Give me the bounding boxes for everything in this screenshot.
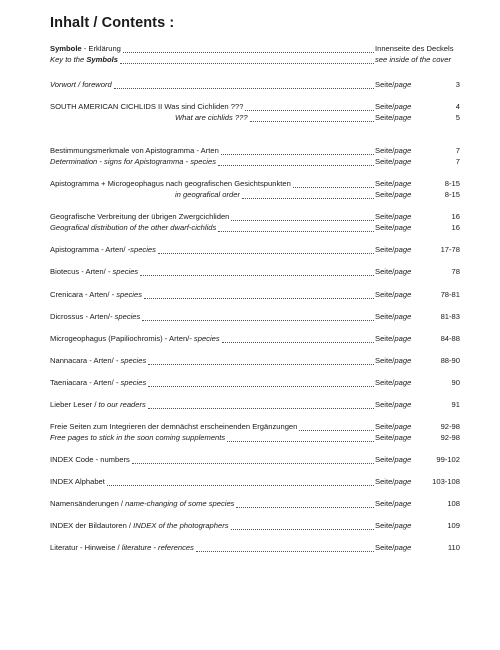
toc-entry-label: Microgeophagus (Papiliochromis) - Arten/- species: [50, 334, 220, 343]
toc-entry-label: in geografical order: [175, 190, 241, 199]
dot-leader: [227, 439, 374, 442]
toc-entry-label: Bestimmungsmerkmale von Apistogramma - Arten: [50, 146, 219, 155]
toc-entry-label: Nannacara - Arten/ - species: [50, 356, 147, 365]
dot-leader: [299, 428, 374, 431]
toc-entry-label: INDEX Alphabet: [50, 477, 105, 486]
toc-entry-page-ref: Seite/page: [375, 543, 412, 552]
toc-entry-page-ref: Seite/page: [375, 455, 412, 464]
toc-entry-page-ref: Seite/page: [375, 179, 412, 188]
toc-entry-page-numbers: 16: [451, 223, 460, 232]
toc-entry-page-numbers: 92-98: [440, 433, 460, 442]
toc-entry-page-numbers: 16: [451, 212, 460, 221]
toc-entry-label: Key to the Symbols: [50, 55, 118, 64]
toc-entry-page-ref: Seite/page: [375, 146, 412, 155]
toc-entry-page-numbers: 78: [451, 267, 460, 276]
dot-leader: [120, 61, 374, 64]
dot-leader: [196, 549, 374, 552]
dot-leader: [140, 273, 374, 276]
dot-leader: [114, 86, 374, 89]
toc-entry: [50, 289, 460, 301]
toc-entry: [50, 454, 460, 466]
dot-leader: [142, 318, 374, 321]
toc-entry: [50, 112, 460, 124]
toc-entry: [50, 189, 460, 201]
toc-entry: [50, 476, 460, 488]
dot-leader: [218, 163, 374, 166]
toc-entry-page-numbers: 108: [447, 499, 460, 508]
toc-entry-page-ref: Seite/page: [375, 312, 412, 321]
toc-entry: [50, 222, 460, 234]
toc-entry-label: INDEX Code - numbers: [50, 455, 130, 464]
dot-leader: [221, 152, 374, 155]
toc-entry-label: Determination - signs for Apistogramma - species: [50, 157, 216, 166]
toc-entry-page-numbers: 8-15: [444, 179, 460, 188]
dot-leader: [123, 50, 374, 53]
toc-entry-page-numbers: 5: [455, 113, 460, 122]
toc-entry: [50, 542, 460, 554]
dot-leader: [242, 196, 374, 199]
toc-entry-page-ref: see inside of the cover: [375, 55, 451, 64]
toc-entry-page-ref: Seite/page: [375, 212, 412, 221]
toc-entry-page-ref: Seite/page: [375, 223, 412, 232]
toc-entry: [50, 311, 460, 323]
toc-entry-label: Apistogramma - Arten/ -species: [50, 245, 156, 254]
dot-leader: [236, 505, 374, 508]
toc-entry-page-ref: Seite/page: [375, 113, 412, 122]
toc-entry: [50, 244, 460, 256]
toc-entry-label: SOUTH AMERICAN CICHLIDS II Was sind Cichliden ???: [50, 102, 244, 111]
toc-entry-page-numbers: 109: [447, 521, 460, 530]
toc-entry-page-ref: Seite/page: [375, 356, 412, 365]
toc-entry-label: Geografische Verbreitung der übrigen Zwergcichliden: [50, 212, 230, 221]
toc-entry-label: INDEX der Bildautoren / INDEX of the photographers: [50, 521, 229, 530]
toc-entry: [50, 266, 460, 278]
dot-leader: [293, 185, 374, 188]
toc-entry: [50, 333, 460, 345]
toc-entry-label: What are cichlids ???: [175, 113, 248, 122]
toc-entry-page-numbers: 103-108: [432, 477, 460, 486]
toc-entry-page-numbers: 8-15: [444, 190, 460, 199]
toc-entry-label: Symbole - Erklärung: [50, 44, 121, 53]
toc-entry-page-ref: Seite/page: [375, 521, 412, 530]
dot-leader: [250, 119, 374, 122]
toc-entry-page-numbers: 99-102: [436, 455, 460, 464]
dot-leader: [218, 229, 374, 232]
toc-entry-page-ref: Seite/page: [375, 422, 412, 431]
toc-entry: [50, 377, 460, 389]
dot-leader: [231, 218, 374, 221]
toc-entry: [50, 54, 460, 66]
toc-entry-label: Freie Seiten zum Integrieren der demnächst erscheinenden Ergänzungen: [50, 422, 298, 431]
toc-entry-page-numbers: 110: [447, 543, 460, 552]
toc-entry-label: Namensänderungen / name-changing of some species: [50, 499, 235, 508]
toc-entry-page-ref: Seite/page: [375, 334, 412, 343]
toc-entry-page-ref: Seite/page: [375, 477, 412, 486]
dot-leader: [158, 251, 374, 254]
toc-entry: [50, 520, 460, 532]
toc-entry-page-numbers: 84-88: [440, 334, 460, 343]
toc-entry-label: Dicrossus - Arten/- species: [50, 312, 141, 321]
dot-leader: [148, 362, 374, 365]
toc-entry-page-numbers: 91: [451, 400, 460, 409]
toc-entry-label: Literatur - Hinweise / literature - references: [50, 543, 194, 552]
toc-entry-page-ref: Seite/page: [375, 378, 412, 387]
toc-entry-page-ref: Seite/page: [375, 433, 412, 442]
page-title: Inhalt / Contents :: [50, 15, 175, 31]
toc-entry-label: Free pages to stick in the soon coming supplements: [50, 433, 226, 442]
toc-entry-label: Lieber Leser / to our readers: [50, 400, 146, 409]
toc-entry-label: Vorwort / foreword: [50, 80, 112, 89]
toc-entry-label: Geografical distribution of the other dwarf-cichlids: [50, 223, 217, 232]
toc-entry: [50, 79, 460, 91]
toc-entry-label: Apistogramma + Microgeophagus nach geografischen Gesichtspunkten: [50, 179, 291, 188]
toc-entry: [50, 432, 460, 444]
dot-leader: [132, 461, 374, 464]
toc-entry-page-numbers: 4: [455, 102, 460, 111]
toc-entry-page-ref: Seite/page: [375, 267, 412, 276]
toc-entry-page-ref: Seite/page: [375, 245, 412, 254]
toc-entry-page-ref: Innenseite des Deckels: [375, 44, 454, 53]
toc-entry: [50, 355, 460, 367]
dot-leader: [222, 340, 374, 343]
toc-entry: [50, 498, 460, 510]
toc-entry: [50, 399, 460, 411]
toc-entry-page-numbers: 81-83: [440, 312, 460, 321]
toc-entry-page-numbers: 7: [455, 157, 460, 166]
dot-leader: [148, 406, 374, 409]
dot-leader: [107, 483, 374, 486]
toc-entry-page-numbers: 7: [455, 146, 460, 155]
toc-entry-page-numbers: 3: [455, 80, 460, 89]
toc-entry-page-numbers: 92-98: [440, 422, 460, 431]
toc-entry-page-ref: Seite/page: [375, 400, 412, 409]
toc-entry-page-ref: Seite/page: [375, 190, 412, 199]
toc-entry-page-numbers: 17-78: [440, 245, 460, 254]
toc-entry-page-numbers: 88-90: [440, 356, 460, 365]
dot-leader: [144, 296, 374, 299]
dot-leader: [231, 527, 374, 530]
toc-entry-page-ref: Seite/page: [375, 80, 412, 89]
toc-entry-label: Biotecus - Arten/ - species: [50, 267, 139, 276]
toc-entry-page-ref: Seite/page: [375, 499, 412, 508]
toc-entry: [50, 156, 460, 168]
dot-leader: [245, 108, 374, 111]
toc-entry-page-numbers: 90: [451, 378, 460, 387]
toc-entry-page-ref: Seite/page: [375, 157, 412, 166]
dot-leader: [148, 384, 374, 387]
toc-entry-page-ref: Seite/page: [375, 290, 412, 299]
toc-entry-label: Crenicara - Arten/ - species: [50, 290, 143, 299]
toc-entry-page-ref: Seite/page: [375, 102, 412, 111]
toc-entry-label: Taeniacara - Arten/ - species: [50, 378, 147, 387]
toc-entry-page-numbers: 78-81: [440, 290, 460, 299]
